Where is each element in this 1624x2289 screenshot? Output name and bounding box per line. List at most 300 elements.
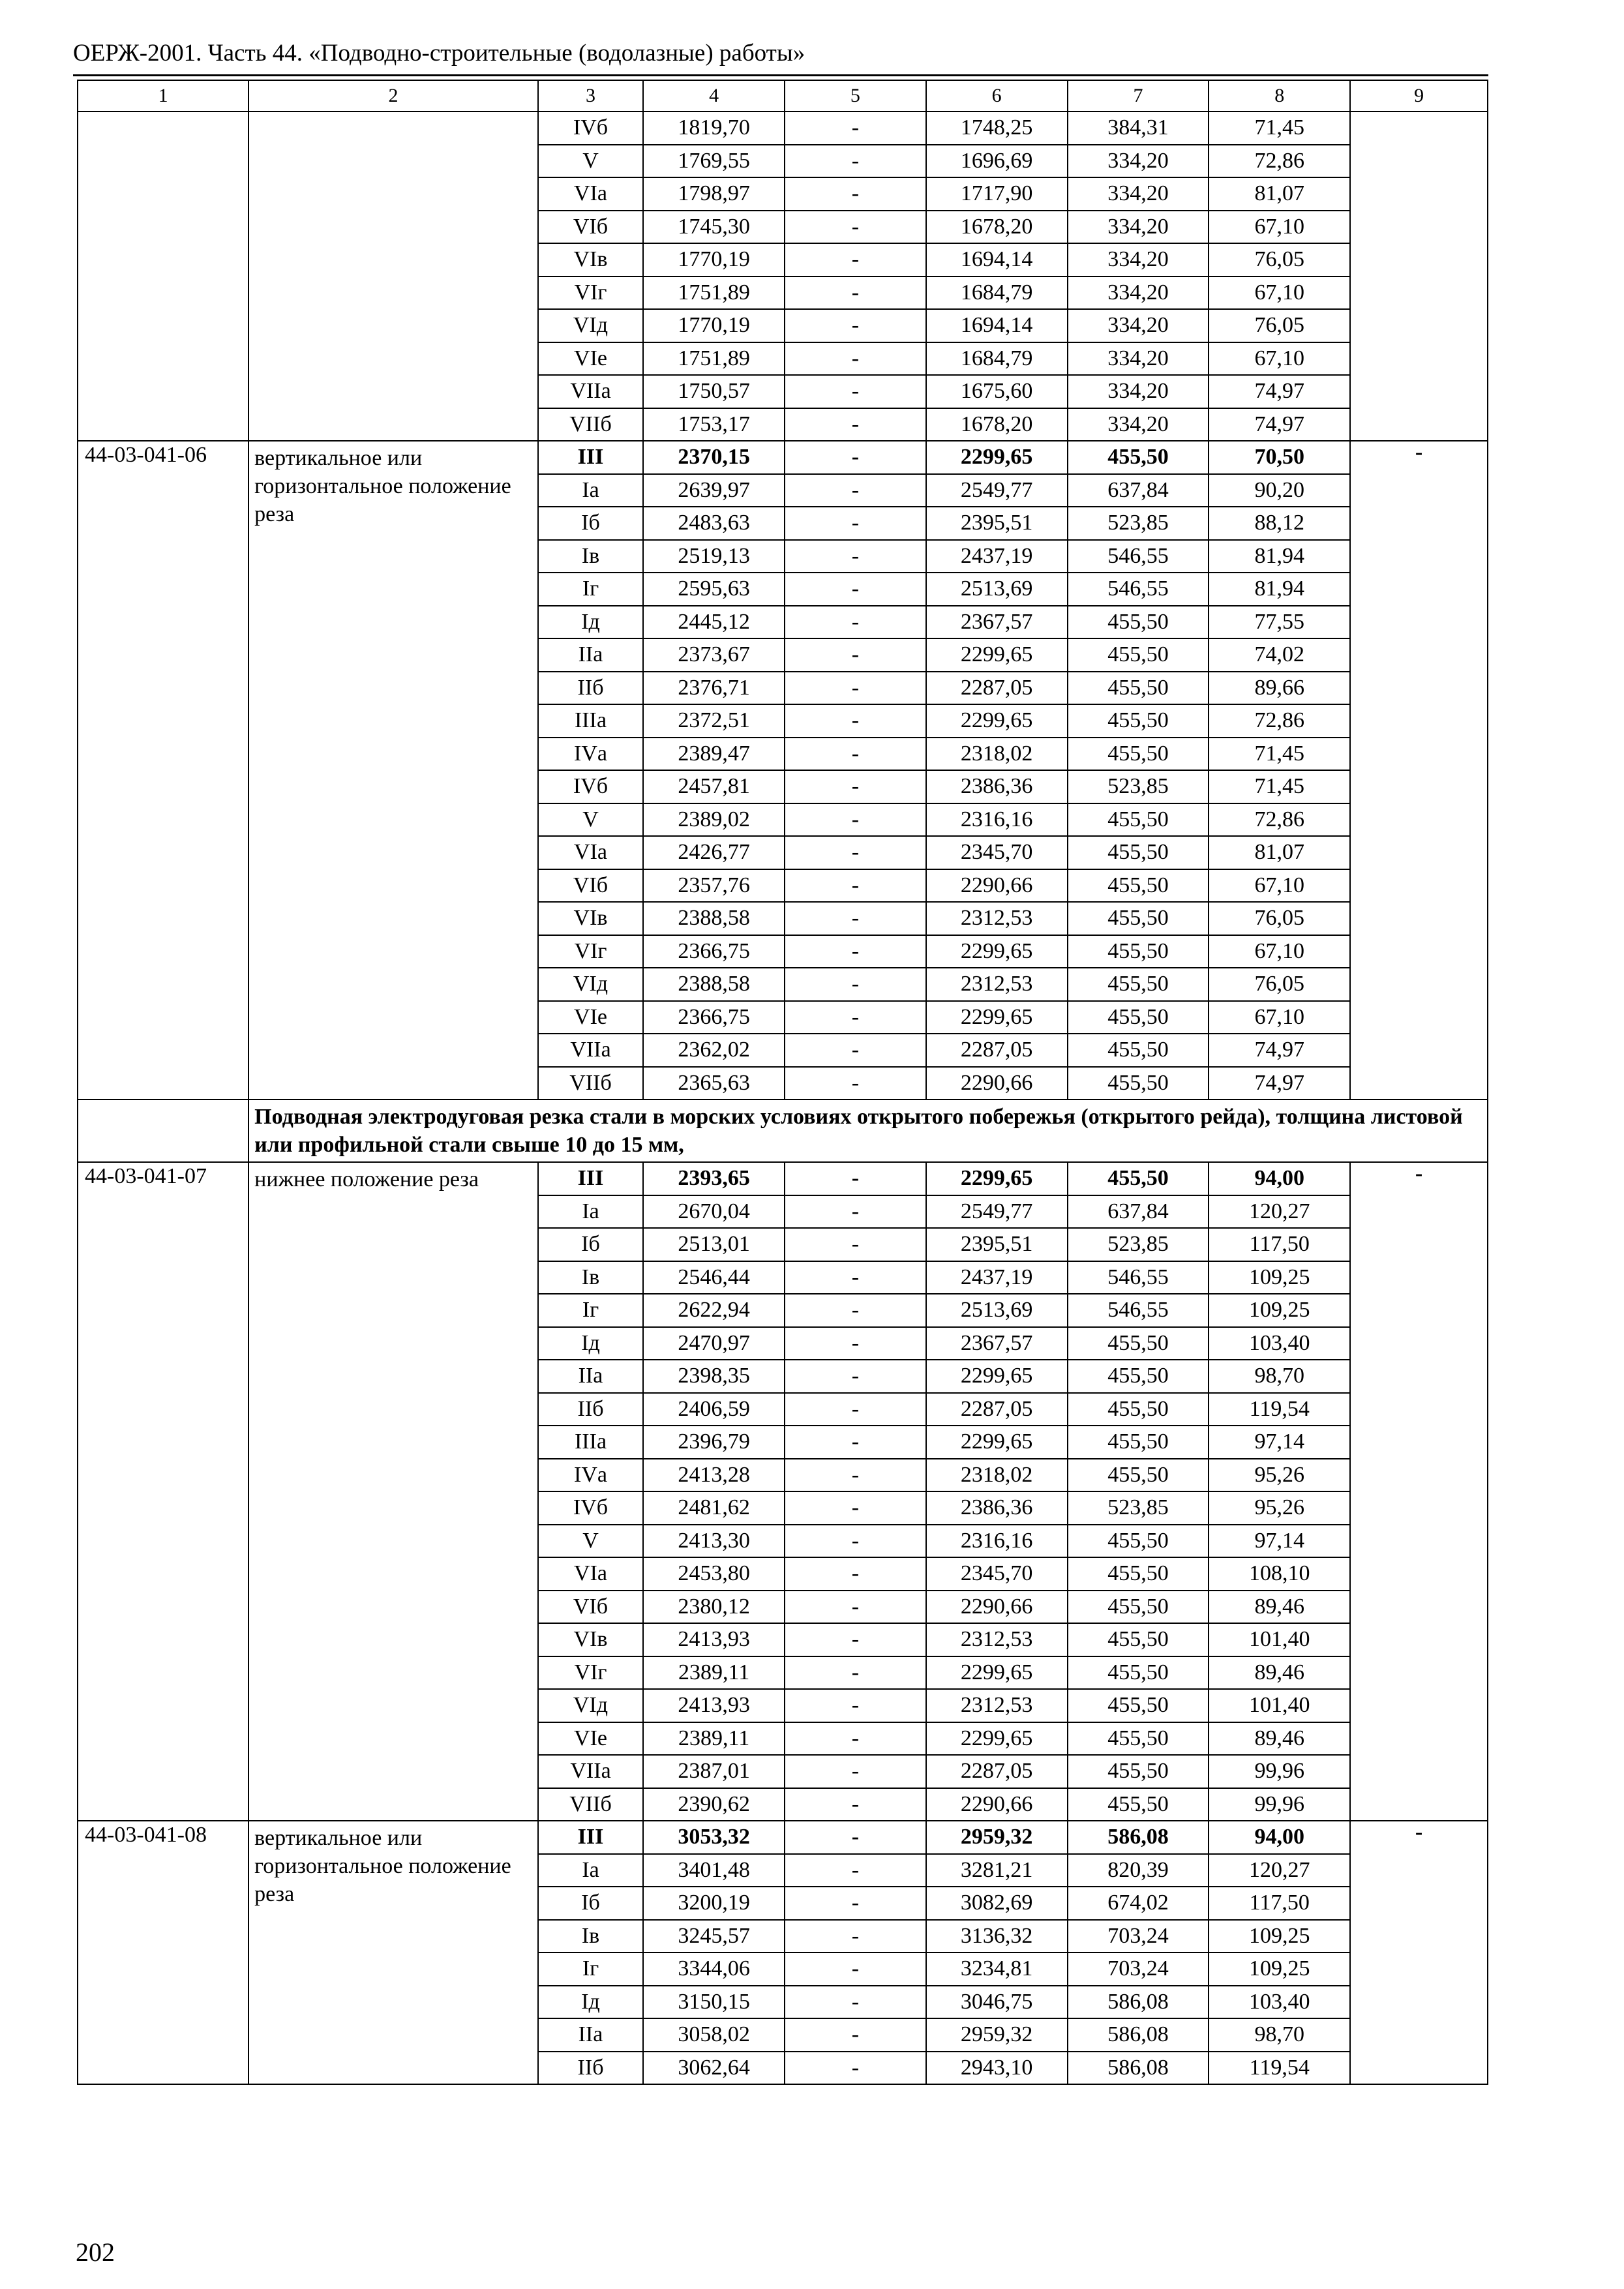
item-description: вертикальное или горизонтальное положение реза: [248, 441, 538, 1100]
col7-cell: 455,50: [1068, 1327, 1209, 1360]
col5-cell: -: [785, 342, 926, 376]
zone-cell: IIа: [538, 2018, 643, 2052]
total-cost-cell: 2483,63: [643, 507, 785, 540]
col5-cell: -: [785, 1557, 926, 1591]
col8-cell: 95,26: [1209, 1459, 1350, 1492]
col7-cell: 523,85: [1068, 770, 1209, 803]
zone-cell: VIг: [538, 277, 643, 310]
col8-cell: 81,94: [1209, 540, 1350, 573]
col7-cell: 703,24: [1068, 1920, 1209, 1953]
col8-cell: 76,05: [1209, 243, 1350, 277]
col6-cell: 3234,81: [926, 1952, 1068, 1986]
col6-cell: 2943,10: [926, 2052, 1068, 2085]
col7-cell: 334,20: [1068, 309, 1209, 342]
col7-cell: 637,84: [1068, 474, 1209, 507]
col8-cell: 74,97: [1209, 1067, 1350, 1100]
col8-cell: 103,40: [1209, 1986, 1350, 2019]
col7-cell: 455,50: [1068, 836, 1209, 869]
section-code-cell: [78, 1100, 248, 1162]
col8-cell: 94,00: [1209, 1821, 1350, 1854]
col6-cell: 1694,14: [926, 243, 1068, 277]
col6-cell: 2549,77: [926, 1195, 1068, 1229]
total-cost-cell: 1751,89: [643, 277, 785, 310]
col6-cell: 2290,66: [926, 1591, 1068, 1624]
col5-cell: -: [785, 935, 926, 968]
col6-cell: 3082,69: [926, 1887, 1068, 1920]
col7-cell: 455,50: [1068, 1393, 1209, 1426]
col7-cell: 455,50: [1068, 1623, 1209, 1656]
col6-cell: 2513,69: [926, 573, 1068, 606]
column-header: 4: [643, 80, 785, 112]
col8-cell: 97,14: [1209, 1426, 1350, 1459]
col5-cell: -: [785, 2052, 926, 2085]
zone-cell: VIIб: [538, 1067, 643, 1100]
zone-cell: VIIа: [538, 1034, 643, 1067]
col7-cell: 586,08: [1068, 2052, 1209, 2085]
total-cost-cell: 2376,71: [643, 672, 785, 705]
total-cost-cell: 2370,15: [643, 441, 785, 474]
col7-cell: 546,55: [1068, 1294, 1209, 1327]
col8-cell: 89,46: [1209, 1656, 1350, 1690]
col5-cell: -: [785, 1491, 926, 1525]
total-cost-cell: 1769,55: [643, 145, 785, 178]
total-cost-cell: 2380,12: [643, 1591, 785, 1624]
col8-cell: 72,86: [1209, 803, 1350, 837]
zone-cell: VIе: [538, 1001, 643, 1034]
zone-cell: VIе: [538, 342, 643, 376]
col8-cell: 81,07: [1209, 836, 1350, 869]
col5-cell: -: [785, 507, 926, 540]
col5-cell: -: [785, 211, 926, 244]
col8-cell: 74,02: [1209, 638, 1350, 672]
col8-cell: 74,97: [1209, 1034, 1350, 1067]
col7-cell: 334,20: [1068, 408, 1209, 441]
col7-cell: 455,50: [1068, 1001, 1209, 1034]
col8-cell: 117,50: [1209, 1228, 1350, 1261]
total-cost-cell: 2413,93: [643, 1689, 785, 1722]
column-header: 5: [785, 80, 926, 112]
col8-cell: 120,27: [1209, 1854, 1350, 1887]
col7-cell: 586,08: [1068, 2018, 1209, 2052]
col8-cell: 81,94: [1209, 573, 1350, 606]
col7-cell: 455,50: [1068, 1426, 1209, 1459]
col8-cell: 99,96: [1209, 1755, 1350, 1788]
col7-cell: 637,84: [1068, 1195, 1209, 1229]
section-title: Подводная электродуговая резка стали в морских условиях открытого побережья (открытого рейда), толщина листовой или профильной стали свыше 10 до 15 мм,: [248, 1100, 1488, 1162]
col6-cell: 1694,14: [926, 309, 1068, 342]
col8-cell: 67,10: [1209, 869, 1350, 903]
total-cost-cell: 2362,02: [643, 1034, 785, 1067]
col6-cell: 2513,69: [926, 1294, 1068, 1327]
col6-cell: 2437,19: [926, 540, 1068, 573]
zone-cell: Iг: [538, 573, 643, 606]
col6-cell: 2549,77: [926, 474, 1068, 507]
total-cost-cell: 2622,94: [643, 1294, 785, 1327]
col6-cell: 2959,32: [926, 1821, 1068, 1854]
total-cost-cell: 2546,44: [643, 1261, 785, 1294]
col5-cell: -: [785, 638, 926, 672]
total-cost-cell: 3401,48: [643, 1854, 785, 1887]
col6-cell: 1717,90: [926, 177, 1068, 211]
col5-cell: -: [785, 1821, 926, 1854]
zone-cell: VIд: [538, 309, 643, 342]
col6-cell: 1684,79: [926, 277, 1068, 310]
col6-cell: 1748,25: [926, 112, 1068, 145]
column-header: 7: [1068, 80, 1209, 112]
zone-cell: Iа: [538, 474, 643, 507]
total-cost-cell: 2387,01: [643, 1755, 785, 1788]
col7-cell: 455,50: [1068, 1591, 1209, 1624]
zone-cell: VIIа: [538, 375, 643, 408]
col7-cell: 546,55: [1068, 540, 1209, 573]
col8-cell: 90,20: [1209, 474, 1350, 507]
col8-cell: 89,66: [1209, 672, 1350, 705]
col5-cell: -: [785, 1887, 926, 1920]
col5-cell: -: [785, 738, 926, 771]
zone-cell: Iв: [538, 540, 643, 573]
zone-cell: VIа: [538, 1557, 643, 1591]
total-cost-cell: 2389,11: [643, 1656, 785, 1690]
zone-cell: V: [538, 145, 643, 178]
col8-cell: 98,70: [1209, 1360, 1350, 1393]
col8-cell: 67,10: [1209, 342, 1350, 376]
col7-cell: 523,85: [1068, 1228, 1209, 1261]
zone-cell: VIг: [538, 935, 643, 968]
col5-cell: -: [785, 606, 926, 639]
col7-cell: 455,50: [1068, 902, 1209, 935]
col9-cell: -: [1350, 441, 1488, 1100]
zone-cell: V: [538, 803, 643, 837]
total-cost-cell: 2393,65: [643, 1162, 785, 1195]
col7-cell: 384,31: [1068, 112, 1209, 145]
col9-cell: [1350, 112, 1488, 441]
zone-cell: IIIа: [538, 1426, 643, 1459]
col7-cell: 455,50: [1068, 1162, 1209, 1195]
col8-cell: 71,45: [1209, 112, 1350, 145]
zone-cell: IIа: [538, 1360, 643, 1393]
col6-cell: 1684,79: [926, 342, 1068, 376]
col6-cell: 2386,36: [926, 770, 1068, 803]
total-cost-cell: 2372,51: [643, 704, 785, 738]
col7-cell: 334,20: [1068, 342, 1209, 376]
col7-cell: 455,50: [1068, 935, 1209, 968]
total-cost-cell: 2445,12: [643, 606, 785, 639]
col5-cell: -: [785, 375, 926, 408]
zone-cell: VIд: [538, 968, 643, 1001]
zone-cell: Iб: [538, 1887, 643, 1920]
col8-cell: 119,54: [1209, 2052, 1350, 2085]
col5-cell: -: [785, 1327, 926, 1360]
col5-cell: -: [785, 1920, 926, 1953]
col7-cell: 455,50: [1068, 738, 1209, 771]
col5-cell: -: [785, 408, 926, 441]
col5-cell: -: [785, 1261, 926, 1294]
col8-cell: 99,96: [1209, 1788, 1350, 1821]
col7-cell: 455,50: [1068, 1755, 1209, 1788]
zone-cell: VIв: [538, 1623, 643, 1656]
col6-cell: 2312,53: [926, 902, 1068, 935]
col6-cell: 2312,53: [926, 968, 1068, 1001]
col6-cell: 2299,65: [926, 1426, 1068, 1459]
zone-cell: IIб: [538, 1393, 643, 1426]
col5-cell: -: [785, 1393, 926, 1426]
col5-cell: -: [785, 1162, 926, 1195]
col7-cell: 455,50: [1068, 1034, 1209, 1067]
column-number-row: [78, 80, 1488, 112]
col6-cell: 2287,05: [926, 1034, 1068, 1067]
zone-cell: Iв: [538, 1920, 643, 1953]
col7-cell: 334,20: [1068, 375, 1209, 408]
zone-cell: Iб: [538, 507, 643, 540]
col6-cell: 2299,65: [926, 441, 1068, 474]
zone-cell: Iв: [538, 1261, 643, 1294]
col7-cell: 523,85: [1068, 507, 1209, 540]
total-cost-cell: 3062,64: [643, 2052, 785, 2085]
zone-cell: Iд: [538, 1986, 643, 2019]
col6-cell: 2287,05: [926, 1393, 1068, 1426]
total-cost-cell: 2639,97: [643, 474, 785, 507]
col5-cell: -: [785, 968, 926, 1001]
zone-cell: VIб: [538, 211, 643, 244]
total-cost-cell: 2389,11: [643, 1722, 785, 1756]
item-description: вертикальное или горизонтальное положение реза: [248, 1821, 538, 2084]
total-cost-cell: 2357,76: [643, 869, 785, 903]
col6-cell: 1678,20: [926, 211, 1068, 244]
col8-cell: 120,27: [1209, 1195, 1350, 1229]
col5-cell: -: [785, 836, 926, 869]
col7-cell: 334,20: [1068, 177, 1209, 211]
total-cost-cell: 2396,79: [643, 1426, 785, 1459]
col6-cell: 1696,69: [926, 145, 1068, 178]
total-cost-cell: 2519,13: [643, 540, 785, 573]
col7-cell: 523,85: [1068, 1491, 1209, 1525]
total-cost-cell: 2470,97: [643, 1327, 785, 1360]
col7-cell: 455,50: [1068, 1067, 1209, 1100]
col9-cell: -: [1350, 1821, 1488, 2084]
col6-cell: 2312,53: [926, 1689, 1068, 1722]
col8-cell: 72,86: [1209, 704, 1350, 738]
col6-cell: 2367,57: [926, 1327, 1068, 1360]
col5-cell: -: [785, 112, 926, 145]
col8-cell: 119,54: [1209, 1393, 1350, 1426]
col6-cell: 2299,65: [926, 1722, 1068, 1756]
zone-cell: Iд: [538, 1327, 643, 1360]
col5-cell: -: [785, 1689, 926, 1722]
col7-cell: 455,50: [1068, 606, 1209, 639]
col6-cell: 2437,19: [926, 1261, 1068, 1294]
total-cost-cell: 2366,75: [643, 935, 785, 968]
zone-cell: VIв: [538, 243, 643, 277]
col7-cell: 820,39: [1068, 1854, 1209, 1887]
col8-cell: 70,50: [1209, 441, 1350, 474]
col6-cell: 2299,65: [926, 1001, 1068, 1034]
col8-cell: 76,05: [1209, 309, 1350, 342]
col6-cell: 2287,05: [926, 672, 1068, 705]
item-code: 44-03-041-06: [78, 441, 248, 1100]
total-cost-cell: 1770,19: [643, 309, 785, 342]
col6-cell: 2299,65: [926, 704, 1068, 738]
col8-cell: 72,86: [1209, 145, 1350, 178]
col8-cell: 71,45: [1209, 770, 1350, 803]
col8-cell: 77,55: [1209, 606, 1350, 639]
col5-cell: -: [785, 1426, 926, 1459]
col6-cell: 2299,65: [926, 1360, 1068, 1393]
col7-cell: 455,50: [1068, 968, 1209, 1001]
col5-cell: -: [785, 145, 926, 178]
col8-cell: 101,40: [1209, 1689, 1350, 1722]
col7-cell: 455,50: [1068, 869, 1209, 903]
zone-cell: VIIа: [538, 1755, 643, 1788]
zone-cell: VIIб: [538, 408, 643, 441]
col5-cell: -: [785, 441, 926, 474]
col8-cell: 95,26: [1209, 1491, 1350, 1525]
col5-cell: -: [785, 1067, 926, 1100]
col7-cell: 455,50: [1068, 1722, 1209, 1756]
col5-cell: -: [785, 803, 926, 837]
col8-cell: 94,00: [1209, 1162, 1350, 1195]
col7-cell: 586,08: [1068, 1986, 1209, 2019]
col6-cell: 2290,66: [926, 1067, 1068, 1100]
col9-cell: -: [1350, 1162, 1488, 1821]
column-header: 6: [926, 80, 1068, 112]
col7-cell: 455,50: [1068, 1525, 1209, 1558]
col7-cell: 455,50: [1068, 1788, 1209, 1821]
col8-cell: 88,12: [1209, 507, 1350, 540]
col8-cell: 101,40: [1209, 1623, 1350, 1656]
total-cost-cell: 3058,02: [643, 2018, 785, 2052]
col8-cell: 74,97: [1209, 375, 1350, 408]
col7-cell: 334,20: [1068, 243, 1209, 277]
col6-cell: 2345,70: [926, 836, 1068, 869]
total-cost-cell: 2413,28: [643, 1459, 785, 1492]
total-cost-cell: 3150,15: [643, 1986, 785, 2019]
col6-cell: 2345,70: [926, 1557, 1068, 1591]
col7-cell: 334,20: [1068, 211, 1209, 244]
col8-cell: 109,25: [1209, 1294, 1350, 1327]
item-description: [248, 112, 538, 441]
col5-cell: -: [785, 1001, 926, 1034]
total-cost-cell: 2388,58: [643, 968, 785, 1001]
zone-cell: IVб: [538, 1491, 643, 1525]
col8-cell: 109,25: [1209, 1920, 1350, 1953]
col8-cell: 103,40: [1209, 1327, 1350, 1360]
col7-cell: 586,08: [1068, 1821, 1209, 1854]
total-cost-cell: 2670,04: [643, 1195, 785, 1229]
col6-cell: 2318,02: [926, 738, 1068, 771]
col5-cell: -: [785, 1788, 926, 1821]
col5-cell: -: [785, 2018, 926, 2052]
total-cost-cell: 2595,63: [643, 573, 785, 606]
col5-cell: -: [785, 309, 926, 342]
zone-cell: III: [538, 1162, 643, 1195]
col7-cell: 674,02: [1068, 1887, 1209, 1920]
col5-cell: -: [785, 474, 926, 507]
item-code: 44-03-041-07: [78, 1162, 248, 1821]
col8-cell: 76,05: [1209, 968, 1350, 1001]
col6-cell: 2299,65: [926, 1656, 1068, 1690]
zone-cell: Iа: [538, 1195, 643, 1229]
col8-cell: 67,10: [1209, 1001, 1350, 1034]
total-cost-cell: 1751,89: [643, 342, 785, 376]
col5-cell: -: [785, 243, 926, 277]
item-description: нижнее положение реза: [248, 1162, 538, 1821]
col5-cell: -: [785, 1591, 926, 1624]
col6-cell: 1675,60: [926, 375, 1068, 408]
total-cost-cell: 2398,35: [643, 1360, 785, 1393]
col5-cell: -: [785, 1034, 926, 1067]
total-cost-cell: 3200,19: [643, 1887, 785, 1920]
zone-cell: IVб: [538, 112, 643, 145]
col7-cell: 546,55: [1068, 573, 1209, 606]
col6-cell: 3136,32: [926, 1920, 1068, 1953]
column-header: 2: [248, 80, 538, 112]
table-row: [78, 1821, 1488, 1854]
col7-cell: 455,50: [1068, 1459, 1209, 1492]
col6-cell: 2290,66: [926, 869, 1068, 903]
total-cost-cell: 3344,06: [643, 1952, 785, 1986]
zone-cell: IIа: [538, 638, 643, 672]
total-cost-cell: 2413,93: [643, 1623, 785, 1656]
col5-cell: -: [785, 1854, 926, 1887]
col7-cell: 455,50: [1068, 704, 1209, 738]
zone-cell: Iб: [538, 1228, 643, 1261]
zone-cell: IVа: [538, 738, 643, 771]
total-cost-cell: 1750,57: [643, 375, 785, 408]
total-cost-cell: 1798,97: [643, 177, 785, 211]
col6-cell: 2316,16: [926, 1525, 1068, 1558]
zone-cell: Iг: [538, 1952, 643, 1986]
col7-cell: 455,50: [1068, 1557, 1209, 1591]
col7-cell: 546,55: [1068, 1261, 1209, 1294]
col8-cell: 109,25: [1209, 1261, 1350, 1294]
col6-cell: 2367,57: [926, 606, 1068, 639]
col6-cell: 2312,53: [926, 1623, 1068, 1656]
col6-cell: 2290,66: [926, 1788, 1068, 1821]
col7-cell: 703,24: [1068, 1952, 1209, 1986]
zone-cell: VIг: [538, 1656, 643, 1690]
table-row: [78, 1162, 1488, 1195]
zone-cell: IIб: [538, 672, 643, 705]
total-cost-cell: 2390,62: [643, 1788, 785, 1821]
col6-cell: 2395,51: [926, 507, 1068, 540]
col8-cell: 108,10: [1209, 1557, 1350, 1591]
zone-cell: V: [538, 1525, 643, 1558]
total-cost-cell: 2426,77: [643, 836, 785, 869]
col7-cell: 455,50: [1068, 638, 1209, 672]
total-cost-cell: 2457,81: [643, 770, 785, 803]
zone-cell: VIв: [538, 902, 643, 935]
col5-cell: -: [785, 902, 926, 935]
total-cost-cell: 1753,17: [643, 408, 785, 441]
column-header: 9: [1350, 80, 1488, 112]
col5-cell: -: [785, 1986, 926, 2019]
col8-cell: 109,25: [1209, 1952, 1350, 1986]
col7-cell: 334,20: [1068, 277, 1209, 310]
table-body: [78, 80, 1488, 2084]
zone-cell: VIд: [538, 1689, 643, 1722]
table-row: [78, 441, 1488, 474]
col5-cell: -: [785, 540, 926, 573]
total-cost-cell: 1770,19: [643, 243, 785, 277]
total-cost-cell: 2366,75: [643, 1001, 785, 1034]
col5-cell: -: [785, 277, 926, 310]
total-cost-cell: 2389,02: [643, 803, 785, 837]
col6-cell: 2318,02: [926, 1459, 1068, 1492]
col7-cell: 455,50: [1068, 1360, 1209, 1393]
col8-cell: 98,70: [1209, 2018, 1350, 2052]
col6-cell: 2386,36: [926, 1491, 1068, 1525]
col5-cell: -: [785, 1360, 926, 1393]
